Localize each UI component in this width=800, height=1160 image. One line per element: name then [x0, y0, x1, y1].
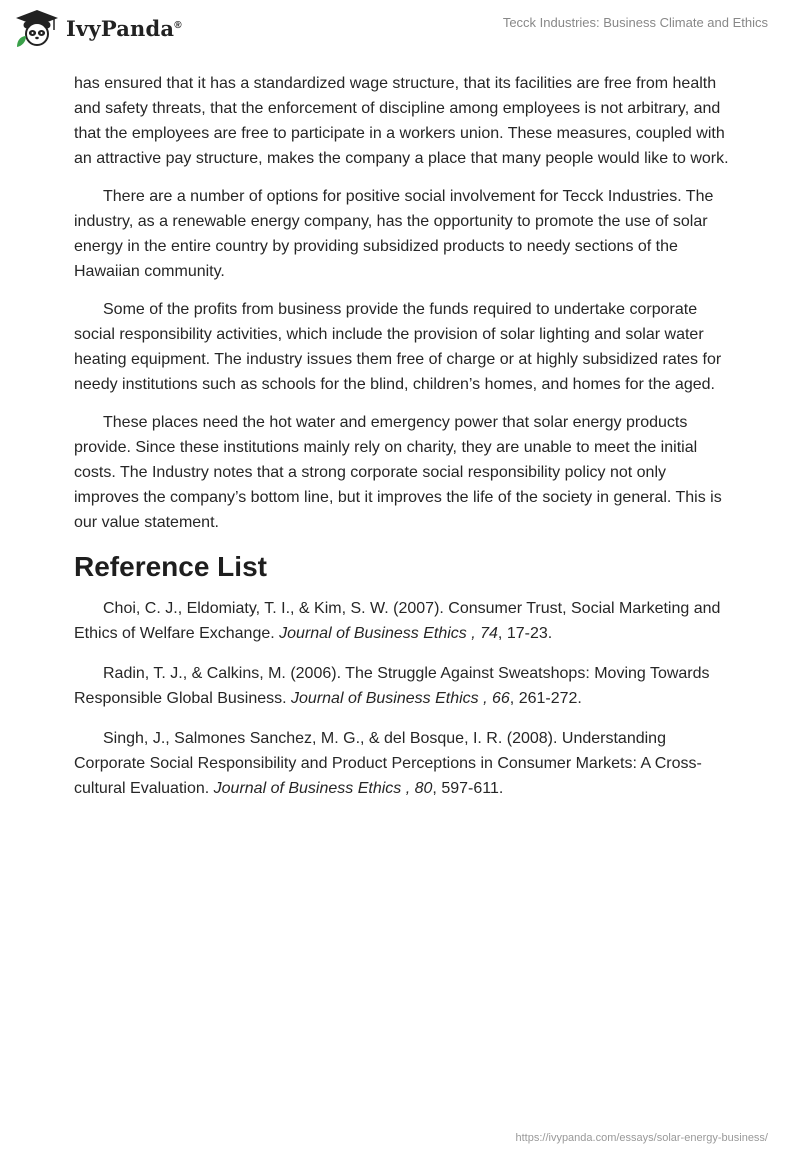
- source-url-link[interactable]: https://ivypanda.com/essays/solar-energy-business/: [515, 1132, 768, 1144]
- page-header: [0, 0, 800, 60]
- paragraph: There are a number of options for positive social involvement for Tecck Industries. The industry, as a renewable energy company, has the opportunity to promote the use of solar energy in the entire country by providing subsidized products to needy sections of the Hawaiian community.: [74, 188, 714, 280]
- article-body: [74, 71, 730, 816]
- paragraph: Some of the profits from business provide the funds required to undertake corporate social responsibility activities, which include the provision of solar lighting and solar water heating equipment. The industry issues them free of charge or at highly subsidized rates for needy institutions such as schools for the blind, children’s homes, and homes for the aged.: [74, 301, 722, 393]
- logo-wordmark: IvyPanda®: [66, 15, 182, 41]
- panda-graduate-icon: [14, 8, 60, 48]
- reference-item: Radin, T. J., & Calkins, M. (2006). The Struggle Against Sweatshops: Moving Towards Responsible Global Business. Journal of Business Ethics , 66, 261-272.: [74, 665, 710, 707]
- paragraph: These places need the hot water and emergency power that solar energy products provide. Since these institutions mainly rely on charity, they are unable to meet the initial costs. The Industry notes that a strong corporate social responsibility policy not only improves the company’s bottom line, but it improves the life of the society in general. This is our value statement.: [74, 414, 722, 531]
- journal-title: Journal of Business Ethics , 66: [291, 690, 510, 707]
- reference-list-heading: Reference List: [74, 551, 267, 582]
- journal-title: Journal of Business Ethics , 80: [213, 780, 433, 797]
- journal-title: Journal of Business Ethics , 74: [279, 625, 498, 642]
- reference-item: Singh, J., Salmones Sanchez, M. G., & del Bosque, I. R. (2008). Understanding Corporate Social Responsibility and Product Perceptions in Consumer Markets: A Cross-cultural Evaluation. Journal of Business Ethics , 80, 597-611.: [74, 730, 702, 797]
- reference-item: Choi, C. J., Eldomiaty, T. I., & Kim, S. W. (2007). Consumer Trust, Social Marketing and Ethics of Welfare Exchange. Journal of Business Ethics , 74, 17-23.: [74, 600, 721, 642]
- paragraph: has ensured that it has a standardized wage structure, that its facilities are free from health and safety threats, that the enforcement of discipline among employees is not arbitrary, and that the employees are free to participate in a workers union. These measures, coupled with an attractive pay structure, makes the company a place that many people would like to work.: [74, 75, 729, 167]
- ivypanda-logo[interactable]: [14, 8, 182, 48]
- document-title: Tecck Industries: Business Climate and Ethics: [502, 15, 768, 30]
